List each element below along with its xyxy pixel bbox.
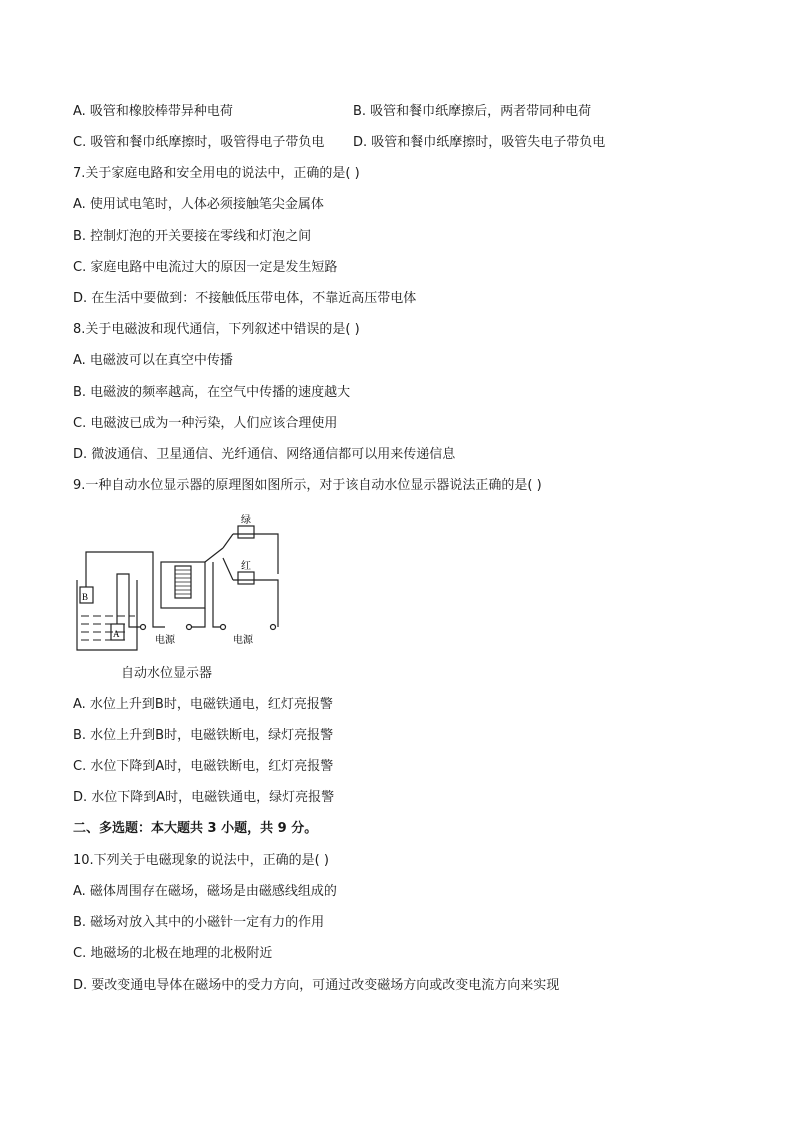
q7-option-d: D. 在生活中要做到：不接触低压带电体，不靠近高压带电体	[73, 291, 417, 306]
q6-option-d: D. 吸管和餐巾纸摩擦时，吸管失电子带负电	[353, 135, 606, 150]
red-lamp	[238, 572, 254, 584]
q8-stem: 8.关于电磁波和现代通信，下列叙述中错误的是( )	[73, 322, 360, 337]
q10-option-b: B. 磁场对放入其中的小磁针一定有力的作用	[73, 915, 325, 930]
water-level	[81, 616, 135, 640]
q8-option-b: B. 电磁波的频率越高，在空气中传播的速度越大	[73, 385, 351, 400]
terminal-2a	[221, 625, 226, 630]
q9-option-c: C. 水位下降到A时，电磁铁断电，红灯亮报警	[73, 759, 334, 774]
q9-option-d: D. 水位下降到A时，电磁铁通电，绿灯亮报警	[73, 790, 335, 805]
q6-option-b: B. 吸管和餐巾纸摩擦后，两者带同种电荷	[353, 104, 592, 119]
q10-stem: 10.下列关于电磁现象的说法中，正确的是( )	[73, 853, 329, 868]
terminal-1b	[187, 625, 192, 630]
figure-caption: 自动水位显示器	[121, 666, 213, 681]
red-lamp-label: 红	[241, 561, 251, 572]
power-label-1: 电源	[155, 635, 175, 646]
terminal-1a	[141, 625, 146, 630]
q6-option-a: A. 吸管和橡胶棒带异种电荷	[73, 104, 233, 119]
terminal-2b	[271, 625, 276, 630]
electrode-b-label: B	[82, 592, 89, 602]
q8-option-d: D. 微波通信、卫星通信、光纤通信、网络通信都可以用来传递信息	[73, 447, 456, 462]
electrode-a-label: A	[113, 629, 120, 639]
green-lamp	[238, 526, 254, 538]
q10-option-d: D. 要改变通电导体在磁场中的受力方向，可通过改变磁场方向或改变电流方向来实现	[73, 978, 560, 993]
q8-option-a: A. 电磁波可以在真空中传播	[73, 353, 233, 368]
q7-option-b: B. 控制灯泡的开关要接在零线和灯泡之间	[73, 229, 312, 244]
q9-option-a: A. 水位上升到B时，电磁铁通电，红灯亮报警	[73, 697, 333, 712]
q10-option-a: A. 磁体周围存在磁场，磁场是由磁感线组成的	[73, 884, 337, 899]
water-level-circuit-figure	[73, 512, 293, 682]
q6-option-c: C. 吸管和餐巾纸摩擦时，吸管得电子带负电	[73, 135, 325, 150]
armature	[205, 548, 223, 562]
green-lamp-label: 绿	[241, 515, 251, 526]
circuit-diagram	[73, 512, 293, 652]
q7-option-c: C. 家庭电路中电流过大的原因一定是发生短路	[73, 260, 338, 275]
q9-option-b: B. 水位上升到B时，电磁铁断电，绿灯亮报警	[73, 728, 334, 743]
power-label-2: 电源	[233, 635, 253, 646]
q8-option-c: C. 电磁波已成为一种污染，人们应该合理使用	[73, 416, 338, 431]
q7-stem: 7.关于家庭电路和安全用电的说法中，正确的是( )	[73, 166, 360, 181]
q10-option-c: C. 地磁场的北极在地理的北极附近	[73, 946, 273, 961]
q7-option-a: A. 使用试电笔时，人体必须接触笔尖金属体	[73, 197, 324, 212]
section-heading: 二、多选题：本大题共 3 小题，共 9 分。	[73, 821, 318, 836]
electromagnet-frame	[161, 562, 205, 608]
q9-stem: 9.一种自动水位显示器的原理图如图所示，对于该自动水位显示器说法正确的是( )	[73, 478, 542, 493]
